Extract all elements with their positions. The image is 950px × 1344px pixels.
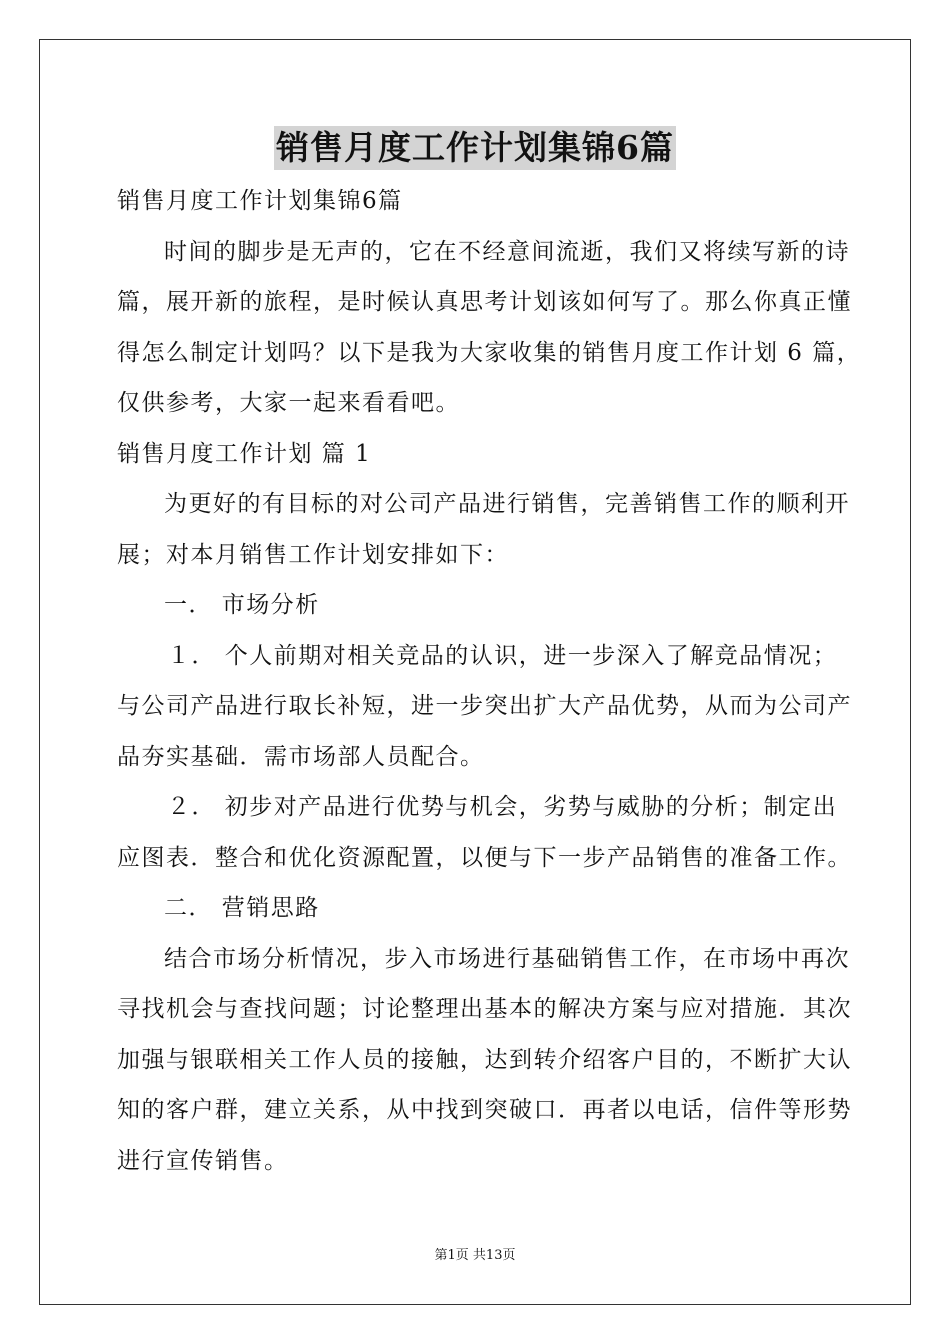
page-footer: 第1页 共13页 <box>434 1248 516 1263</box>
paragraph-line: 篇，展开新的旅程，是时候认真思考计划该如何写了。那么你真正懂 <box>117 289 852 315</box>
paragraph-line: 知的客户群，建立关系，从中找到突破口．再者以电话，信件等形势 <box>117 1097 852 1123</box>
title-container <box>0 126 950 170</box>
paragraph-line: 加强与银联相关工作人员的接触，达到转介绍客户目的，不断扩大认 <box>117 1046 852 1073</box>
paragraph-line: 品夯实基础．需市场部人员配合。 <box>117 743 485 770</box>
document-body <box>117 176 862 1186</box>
paragraph-line: 与公司产品进行取长补短，进一步突出扩大产品优势，从而为公司产 <box>117 693 852 719</box>
paragraph-line: 进行宣传销售。 <box>117 1147 289 1174</box>
paragraph-line: １． 个人前期对相关竞品的认识，进一步深入了解竞品情况； <box>167 642 838 669</box>
subsection-heading: 二． 营销思路 <box>164 895 320 921</box>
paragraph-line: 展；对本月销售工作计划安排如下： <box>117 541 509 568</box>
paragraph-line: 仅供参考，大家一起来看看吧。 <box>117 390 460 416</box>
paragraph-line: ２． 初步对产品进行优势与机会，劣势与威胁的分析；制定出 <box>167 794 838 820</box>
paragraph-line: 时间的脚步是无声的，它在不经意间流逝，我们又将续写新的诗 <box>164 238 850 265</box>
section-heading: 销售月度工作计划 篇 1 <box>117 440 372 467</box>
paragraph-line: 为更好的有目标的对公司产品进行销售，完善销售工作的顺利开 <box>164 491 850 517</box>
subsection-heading: 一． 市场分析 <box>164 592 320 618</box>
subtitle-line: 销售月度工作计划集锦6篇 <box>117 188 403 214</box>
paragraph-line: 应图表．整合和优化资源配置，以便与下一步产品销售的准备工作。 <box>117 844 852 871</box>
paragraph-line: 寻找机会与查找问题；讨论整理出基本的解决方案与应对措施．其次 <box>117 996 852 1022</box>
document-title: 销售月度工作计划集锦6篇 <box>274 126 676 170</box>
paragraph-line: 结合市场分析情况，步入市场进行基础销售工作，在市场中再次 <box>164 945 850 972</box>
paragraph-line: 得怎么制定计划吗？以下是我为大家收集的销售月度工作计划 6 篇， <box>117 339 862 366</box>
